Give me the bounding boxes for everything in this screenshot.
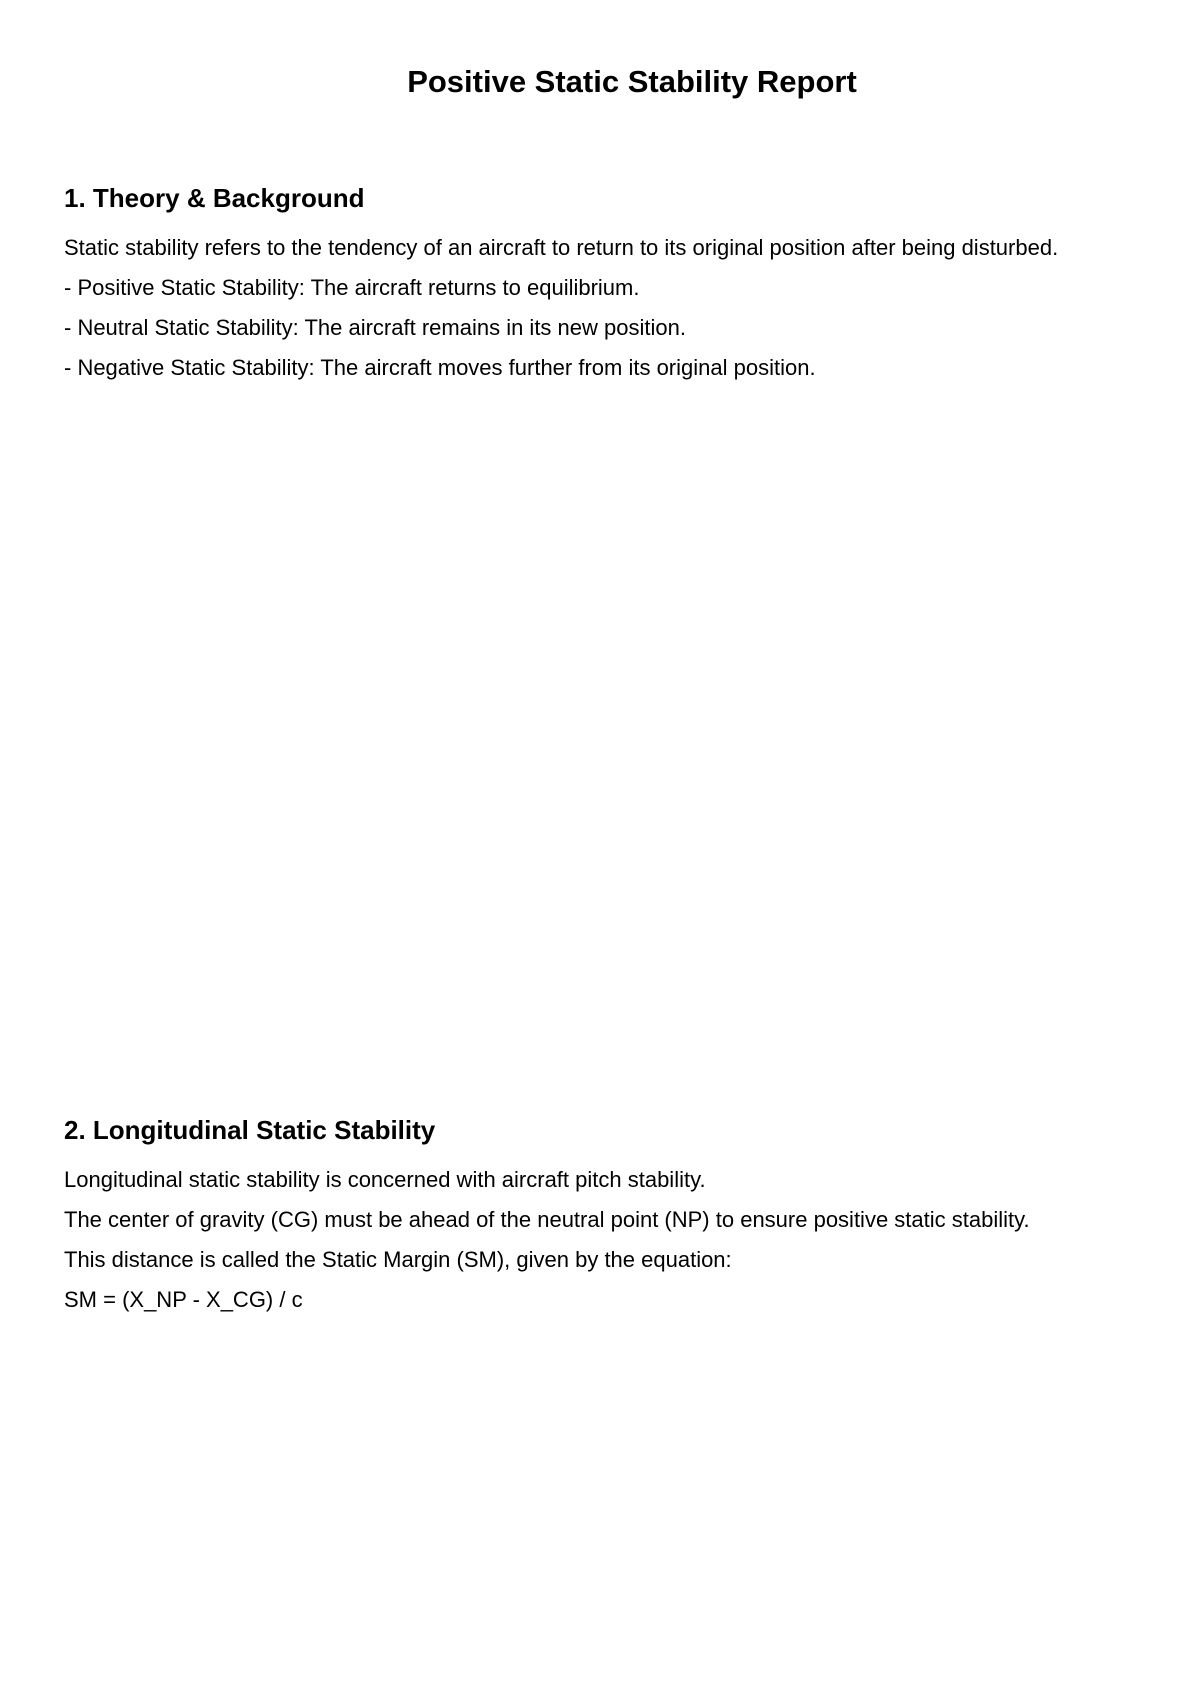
equation-line: SM = (X_NP - X_CG) / c [64, 1287, 303, 1312]
list-item-neutral: - Neutral Static Stability: The aircraft remains in its new position. [64, 315, 686, 340]
document-title: Positive Static Stability Report [407, 64, 857, 99]
section-heading: 2. Longitudinal Static Stability [64, 1115, 436, 1145]
list-item-negative: - Negative Static Stability: The aircraft moves further from its original position. [64, 355, 816, 380]
section-theory-background [64, 180, 1145, 388]
paragraph-intro: Static stability refers to the tendency of an aircraft to return to its original position after being disturbed. [64, 235, 1059, 260]
paragraph-line: The center of gravity (CG) must be ahead of the neutral point (NP) to ensure positive static stability. [64, 1207, 1030, 1232]
section-longitudinal-stability [64, 1112, 1145, 1320]
list-item-positive: - Positive Static Stability: The aircraft returns to equilibrium. [64, 275, 640, 300]
paragraph-line: Longitudinal static stability is concerned with aircraft pitch stability. [64, 1167, 706, 1192]
section-heading: 1. Theory & Background [64, 183, 365, 213]
paragraph-line: This distance is called the Static Margin (SM), given by the equation: [64, 1247, 732, 1272]
